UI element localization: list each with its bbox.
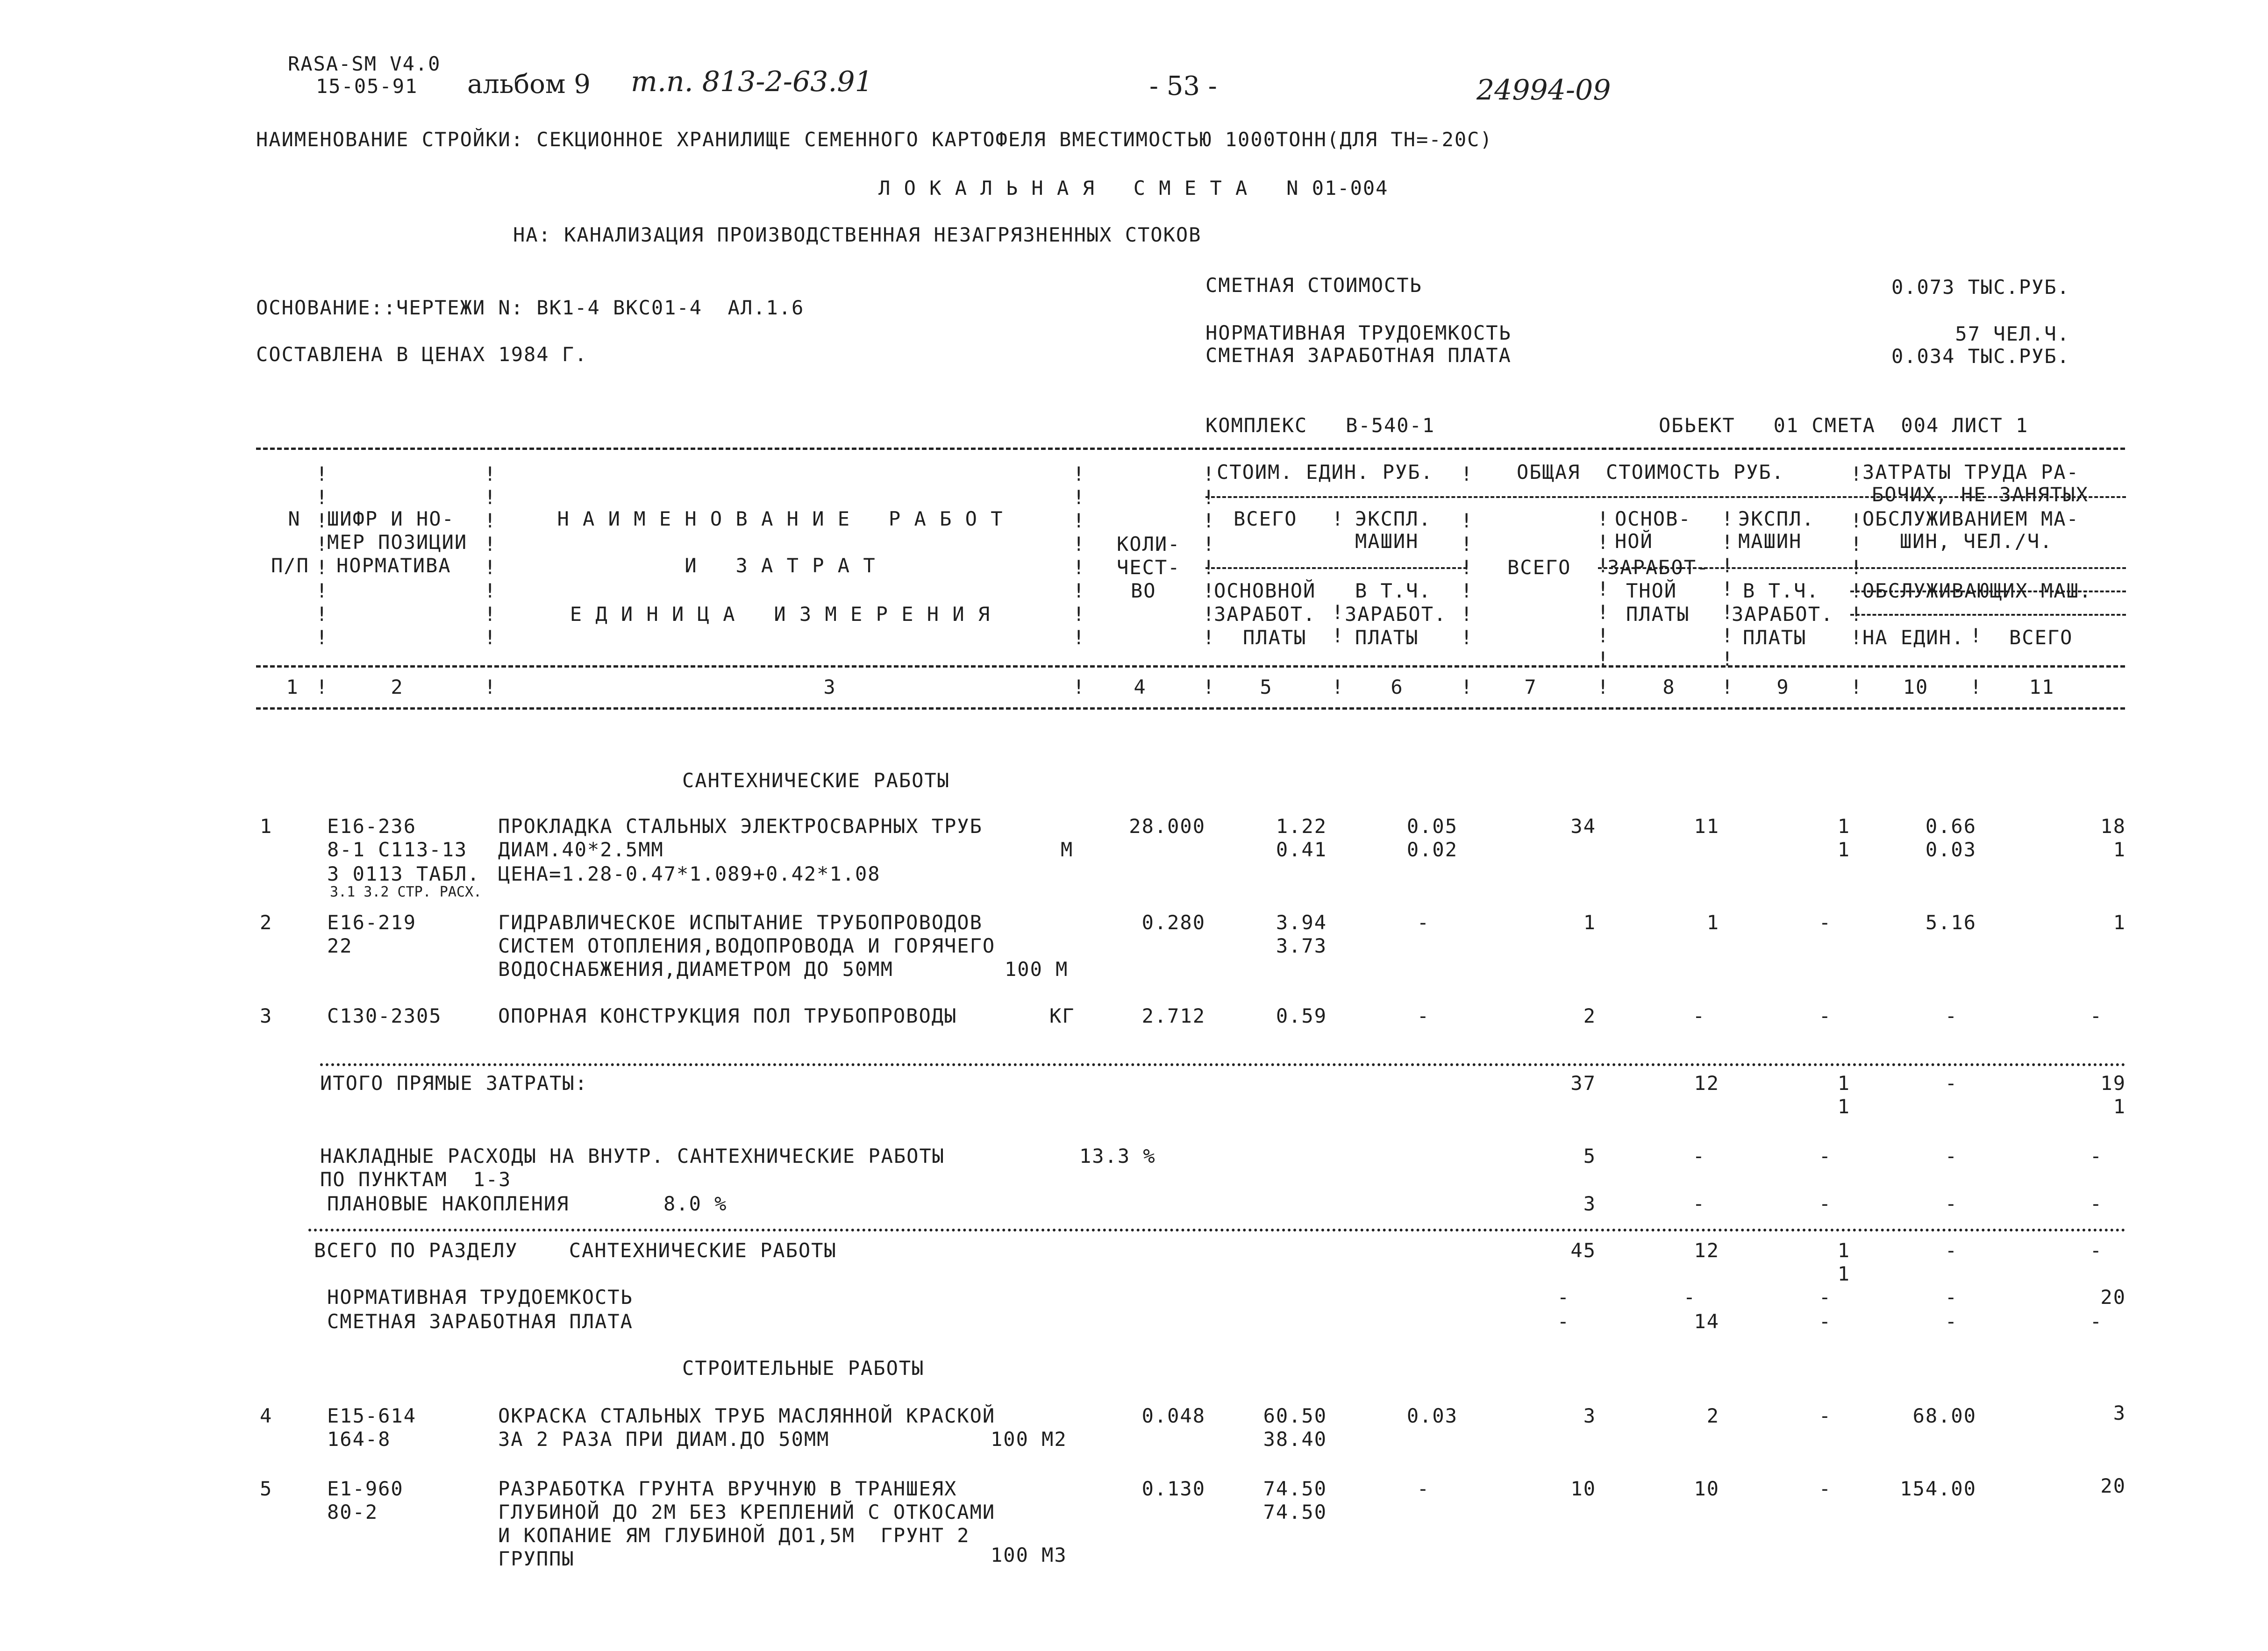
norm-labor-label: НОРМАТИВНАЯ ТРУДОЕМКОСТЬ: [327, 1286, 633, 1309]
col7-header: ВСЕГО: [1507, 556, 1571, 579]
estimate-subject: НА: КАНАЛИЗАЦИЯ ПРОИЗВОДСТВЕННАЯ НЕЗАГРЯЗНЕННЫХ СТОКОВ: [513, 223, 1202, 246]
row-machine-cost: -: [1417, 911, 1430, 934]
row-labor-total: -: [2090, 1004, 2103, 1027]
col-number: 2: [391, 676, 404, 698]
row-number: 3: [260, 1004, 273, 1027]
row-wage-total: 11: [1694, 815, 1719, 838]
section-title: САНТЕХНИЧЕСКИЕ РАБОТЫ: [682, 769, 950, 792]
row-labor-unit: -: [1945, 1004, 1958, 1027]
estimated-wage-machine: -: [1819, 1310, 1832, 1333]
row-code-line: Е16-236: [327, 815, 417, 838]
column-separator: !: [484, 676, 496, 698]
col-number: 5: [1260, 676, 1273, 698]
row-unit: КГ: [1049, 1004, 1075, 1027]
direct-costs-labor: 19: [2100, 1072, 2126, 1095]
column-separator: !: [1461, 676, 1473, 698]
column-separator: !: [1597, 676, 1609, 698]
col11-header: ВСЕГО: [2009, 626, 2073, 649]
row-number: 2: [260, 911, 273, 934]
col6-header-line1: ЭКСПЛ.: [1355, 507, 1432, 530]
row-quantity: 2.712: [1141, 1004, 1205, 1027]
norm-labor-unit: -: [1945, 1286, 1958, 1309]
row-machine-cost: 0.05: [1406, 815, 1458, 838]
column-separator: ! ! ! ! ! ! !: [1597, 507, 1609, 670]
cost-value: 0.073 ТЫС.РУБ.: [1891, 276, 2070, 299]
col9-header-line3: В Т.Ч.: [1743, 579, 1819, 602]
direct-costs-machine-wage: 1: [1837, 1095, 1850, 1118]
profit-labor: -: [2090, 1192, 2103, 1215]
profit-rate: 8.0 %: [663, 1192, 727, 1215]
overhead-label: НАКЛАДНЫЕ РАСХОДЫ НА ВНУТР. САНТЕХНИЧЕСКИЕ РАБОТЫ: [320, 1145, 945, 1167]
row-name-line: РАЗРАБОТКА ГРУНТА ВРУЧНУЮ В ТРАНШЕЯХ: [498, 1477, 957, 1500]
album-label: альбом 9: [467, 69, 591, 100]
col2-header-line3: НОРМАТИВА: [336, 554, 451, 577]
numbers-bottom-rule: [256, 707, 2125, 710]
row-total: 3: [1583, 1404, 1596, 1427]
col8-header-line4: ТНОЙ: [1626, 579, 1677, 602]
norm-labor-machine: -: [1819, 1286, 1832, 1309]
col-number: 9: [1776, 676, 1790, 698]
overhead-label-2: ПО ПУНКТАМ 1-3: [320, 1168, 512, 1191]
section-total-machine: 1: [1837, 1239, 1850, 1262]
column-separator: !: [1970, 624, 1982, 647]
wage-value: 0.034 ТЫС.РУБ.: [1891, 345, 2070, 368]
norm-labor-value: 20: [2100, 1286, 2126, 1309]
print-date: 15-05-91: [316, 75, 418, 98]
column-separator: ! ! ! ! ! ! !: [1850, 463, 1862, 649]
row-code-line: С130-2305: [327, 1004, 442, 1027]
section-total-rule: [308, 1229, 2126, 1231]
col-number: 4: [1134, 676, 1147, 698]
labor-value: 57 ЧЕЛ.Ч.: [1955, 322, 2070, 345]
construction-name: НАИМЕНОВАНИЕ СТРОЙКИ: СЕКЦИОННОЕ ХРАНИЛИЩЕ СЕМЕННОГО КАРТОФЕЛЯ ВМЕСТИМОСТЬЮ 1000ТОНН(ДЛЯ ТН=-20С): [256, 128, 1493, 151]
row-quantity: 0.048: [1141, 1404, 1205, 1427]
row-code-note: 3.1 3.2 СТР. РАСХ.: [330, 884, 482, 900]
row-name-line: ГИДРАВЛИЧЕСКОЕ ИСПЫТАНИЕ ТРУБОПРОВОДОВ: [498, 911, 983, 934]
row-unit-wage: 74.50: [1263, 1501, 1327, 1523]
norm-labor-wage: -: [1683, 1286, 1696, 1309]
column-separator: ! ! ! ! ! ! ! !: [484, 463, 496, 649]
row-unit-cost: 1.22: [1276, 815, 1327, 838]
col3-header-line1: Н А И М Е Н О В А Н И Е Р А Б О Т: [557, 507, 1004, 530]
row-wage-total: 2: [1706, 1404, 1719, 1427]
row-quantity: 0.280: [1141, 911, 1205, 934]
estimated-wage-labor: -: [2090, 1310, 2103, 1333]
column-separator: !: [316, 676, 328, 698]
col4-header-line1: КОЛИ-: [1117, 533, 1181, 555]
column-separator: ! ! ! ! ! ! !: [1461, 463, 1473, 649]
section-title: СТРОИТЕЛЬНЫЕ РАБОТЫ: [682, 1357, 925, 1380]
norm-labor-total: -: [1557, 1286, 1570, 1309]
col9-header-line2: МАШИН: [1738, 530, 1802, 553]
direct-costs-wage: 12: [1694, 1072, 1719, 1095]
row-unit-cost: 60.50: [1263, 1404, 1327, 1427]
row-number: 4: [260, 1404, 273, 1427]
direct-costs-label: ИТОГО ПРЯМЫЕ ЗАТРАТЫ:: [320, 1072, 588, 1095]
row-labor-total: 3: [2113, 1402, 2126, 1424]
col5-header-line2: ОСНОВНОЙ: [1214, 579, 1316, 602]
col1-header-n: N: [288, 507, 301, 530]
overhead-rate: 13.3 %: [1079, 1145, 1156, 1167]
service-group-header: ОБСЛУЖИВАЮЩИХ МАШ.: [1862, 579, 2092, 602]
profit-label: ПЛАНОВЫЕ НАКОПЛЕНИЯ: [327, 1192, 570, 1215]
col8-header-line2: НОЙ: [1615, 530, 1653, 553]
direct-costs-labor-unit: -: [1945, 1072, 1958, 1095]
section-total-label: ВСЕГО ПО РАЗДЕЛУ САНТЕХНИЧЕСКИЕ РАБОТЫ: [314, 1239, 837, 1262]
page-number: - 53 -: [1149, 71, 1217, 101]
col5-header-line3: ЗАРАБОТ.: [1214, 603, 1316, 626]
col-number: 7: [1524, 676, 1537, 698]
col9-header-line4: ЗАРАБОТ.: [1732, 603, 1834, 626]
col8-header-line3: ЗАРАБОТ-: [1607, 556, 1710, 579]
col-number: 10: [1903, 676, 1929, 698]
overhead-labor: -: [2090, 1145, 2103, 1167]
row-number: 5: [260, 1477, 273, 1500]
row-machine-cost: -: [1417, 1004, 1430, 1027]
estimated-wage-value: 14: [1694, 1310, 1719, 1333]
profit-total: 3: [1583, 1192, 1596, 1215]
row-code-line: Е15-614: [327, 1404, 417, 1427]
row-name-line: ОПОРНАЯ КОНСТРУКЦИЯ ПОЛ ТРУБОПРОВОДЫ: [498, 1004, 957, 1027]
row-quantity: 28.000: [1129, 815, 1205, 838]
col-number: 1: [286, 676, 299, 698]
row-unit-cost: 3.94: [1276, 911, 1327, 934]
row-unit-cost: 0.59: [1276, 1004, 1327, 1027]
row-code-line: Е16-219: [327, 911, 417, 934]
basis: ОСНОВАНИЕ::ЧЕРТЕЖИ N: ВК1-4 ВКС01-4 АЛ.1.6: [256, 296, 805, 319]
col6-header-line5: ПЛАТЫ: [1355, 626, 1419, 649]
col4-header-line3: ВО: [1131, 579, 1156, 602]
row-unit: 100 М2: [991, 1428, 1067, 1451]
overhead-machine: -: [1819, 1145, 1832, 1167]
row-name-line: ВОДОСНАБЖЕНИЯ,ДИАМЕТРОМ ДО 50ММ: [498, 958, 893, 981]
col9-header-line1: ЭКСПЛ.: [1738, 507, 1815, 530]
header-bottom-rule: [256, 665, 2125, 668]
labor-group-line4: ШИН, ЧЕЛ./Ч.: [1900, 530, 2053, 553]
column-separator: !: [1203, 676, 1215, 698]
row-name-line: И КОПАНИЕ ЯМ ГЛУБИНОЙ ДО1,5М ГРУНТ 2: [498, 1524, 970, 1547]
estimated-wage-unit: -: [1945, 1310, 1958, 1333]
row-unit-wage: 3.73: [1276, 934, 1327, 957]
column-separator: ! ! ! ! ! ! ! !: [1073, 463, 1085, 649]
row-name-line: ЦЕНА=1.28-0.47*1.089+0.42*1.08: [498, 862, 881, 885]
row-machine-wage: 0.02: [1406, 838, 1458, 861]
row-unit-wage: 0.41: [1276, 838, 1327, 861]
row-unit: М: [1061, 838, 1074, 861]
overhead-wage: -: [1692, 1145, 1705, 1167]
col5-header-line1: ВСЕГО: [1234, 507, 1298, 530]
row-unit-cost: 74.50: [1263, 1477, 1327, 1500]
col3-header-line3: Е Д И Н И Ц А И З М Е Р Е Н И Я: [570, 603, 991, 626]
col8-header-line1: ОСНОВ-: [1615, 507, 1691, 530]
direct-costs-total: 37: [1570, 1072, 1596, 1095]
row-unit: 100 М3: [991, 1544, 1067, 1566]
row-total: 1: [1583, 911, 1596, 934]
row-labor-unit: 5.16: [1925, 911, 1976, 934]
subtotal-rule: [320, 1063, 2126, 1066]
column-separator: !: [1073, 676, 1085, 698]
row-code-line: 22: [327, 934, 353, 957]
col8-header-line5: ПЛАТЫ: [1626, 603, 1690, 626]
row-machine-total: -: [1819, 1404, 1832, 1427]
col-number: 8: [1662, 676, 1676, 698]
profit-wage: -: [1692, 1192, 1705, 1215]
row-wage-total: 1: [1706, 911, 1719, 934]
section-total-labor: -: [2090, 1239, 2103, 1262]
row-wage-total: -: [1692, 1004, 1705, 1027]
column-separator: ! ! ! ! ! ! ! !: [1203, 463, 1215, 649]
section-total-machine-2: 1: [1837, 1262, 1850, 1285]
estimate-title: Л О К А Л Ь Н А Я С М Е Т А N 01-004: [878, 177, 1389, 199]
column-separator: !: [1850, 676, 1862, 698]
group-rule: [1850, 614, 2126, 616]
wage-label: СМЕТНАЯ ЗАРАБОТНАЯ ПЛАТА: [1205, 344, 1512, 367]
cost-label: СМЕТНАЯ СТОИМОСТЬ: [1205, 274, 1422, 297]
profit-labor-unit: -: [1945, 1192, 1958, 1215]
row-total: 2: [1583, 1004, 1596, 1027]
overhead-labor-unit: -: [1945, 1145, 1958, 1167]
row-labor-total: 1: [2113, 911, 2126, 934]
col4-header-line2: ЧЕСТ-: [1117, 556, 1181, 579]
object-code: ОБЬЕКТ 01 СМЕТА 004 ЛИСТ 1: [1659, 414, 2029, 437]
direct-costs-machine: 1: [1837, 1072, 1850, 1095]
row-unit: 100 М: [1005, 958, 1069, 981]
column-separator: !: [1332, 676, 1344, 698]
column-separator: ! ! !: [1332, 507, 1344, 647]
table-top-rule: [256, 448, 2125, 450]
row-name-line: ЗА 2 РАЗА ПРИ ДИАМ.ДО 50ММ: [498, 1428, 830, 1451]
section-total-wage: 12: [1694, 1239, 1719, 1262]
program-version: RASA-SM V4.0: [288, 52, 441, 75]
unit-cost-group-header: СТОИМ. ЕДИН. РУБ.: [1217, 461, 1434, 484]
document-number: 24994-09: [1476, 74, 1611, 107]
estimated-wage-label: СМЕТНАЯ ЗАРАБОТНАЯ ПЛАТА: [327, 1310, 633, 1333]
col10-header: НА ЕДИН.: [1862, 626, 1965, 649]
labor-group-line3: ОБСЛУЖИВАНИЕМ МА-: [1862, 507, 2079, 530]
direct-costs-labor-2: 1: [2113, 1095, 2126, 1118]
column-separator: ! ! ! ! ! ! !: [1721, 507, 1733, 670]
total-cost-group-header: ОБЩАЯ СТОИМОСТЬ РУБ.: [1517, 461, 1785, 484]
row-labor-unit: 68.00: [1912, 1404, 1976, 1427]
row-code-line: 3 0113 ТАБЛ.: [327, 862, 480, 885]
row-wage-total: 10: [1694, 1477, 1719, 1500]
row-machine-total: -: [1819, 911, 1832, 934]
row-name-line: ПРОКЛАДКА СТАЛЬНЫХ ЭЛЕКТРОСВАРНЫХ ТРУБ: [498, 815, 983, 838]
row-number: 1: [260, 815, 273, 838]
col5-header-line4: ПЛАТЫ: [1243, 626, 1307, 649]
row-machine-cost: 0.03: [1406, 1404, 1458, 1427]
profit-machine: -: [1819, 1192, 1832, 1215]
col2-header-line1: ШИФР И НО-: [327, 507, 455, 530]
column-separator: !: [1721, 676, 1733, 698]
col2-header-line2: МЕР ПОЗИЦИИ: [327, 531, 468, 554]
col-number: 6: [1391, 676, 1404, 698]
row-code-line: 80-2: [327, 1501, 378, 1523]
col6-header-line2: МАШИН: [1355, 530, 1419, 553]
col6-header-line3: В Т.Ч.: [1355, 579, 1432, 602]
row-name-line: ОКРАСКА СТАЛЬНЫХ ТРУБ МАСЛЯННОЙ КРАСКОЙ: [498, 1404, 996, 1427]
row-labor-unit: 154.00: [1900, 1477, 1976, 1500]
col9-header-line5: ПЛАТЫ: [1743, 626, 1807, 649]
row-labor-total-2: 1: [2113, 838, 2126, 861]
row-code-line: 8-1 С113-13: [327, 838, 468, 861]
column-separator: !: [1970, 676, 1982, 698]
col1-header-pp: П/П: [271, 554, 309, 577]
row-code-line: Е1-960: [327, 1477, 404, 1500]
row-labor-unit-2: 0.03: [1925, 838, 1976, 861]
row-total: 10: [1570, 1477, 1596, 1500]
row-name-line: ГЛУБИНОЙ ДО 2М БЕЗ КРЕПЛЕНИЙ С ОТКОСАМИ: [498, 1501, 996, 1523]
col3-header-line2: И З А Т Р А Т: [685, 554, 876, 577]
row-quantity: 0.130: [1141, 1477, 1205, 1500]
row-labor-total: 20: [2100, 1474, 2126, 1497]
row-name-line: ДИАМ.40*2.5ММ: [498, 838, 664, 861]
row-name-line: ГРУППЫ: [498, 1547, 575, 1570]
col-number: 11: [2029, 676, 2055, 698]
project-code: т.п. 813-2-63.91: [631, 65, 873, 98]
row-total: 34: [1570, 815, 1596, 838]
row-labor-total: 18: [2100, 815, 2126, 838]
section-total: 45: [1570, 1239, 1596, 1262]
column-separator: ! ! ! ! ! ! ! !: [316, 463, 328, 649]
overhead-total: 5: [1583, 1145, 1596, 1167]
row-machine-total: -: [1819, 1004, 1832, 1027]
row-name-line: СИСТЕМ ОТОПЛЕНИЯ,ВОДОПРОВОДА И ГОРЯЧЕГО: [498, 934, 996, 957]
estimated-wage-total: -: [1557, 1310, 1570, 1333]
labor-group-line1: ЗАТРАТЫ ТРУДА РА-: [1862, 461, 2079, 484]
section-total-labor-unit: -: [1945, 1239, 1958, 1262]
row-machine-total: -: [1819, 1477, 1832, 1500]
row-machine-total: 1: [1837, 815, 1850, 838]
labor-label: НОРМАТИВНАЯ ТРУДОЕМКОСТЬ: [1205, 321, 1512, 344]
col6-header-line4: ЗАРАБОТ.: [1345, 603, 1447, 626]
row-unit-wage: 38.40: [1263, 1428, 1327, 1451]
prices-basis: СОСТАВЛЕНА В ЦЕНАХ 1984 Г.: [256, 343, 588, 366]
row-machine-cost: -: [1417, 1477, 1430, 1500]
row-machine-wage-total: 1: [1837, 838, 1850, 861]
col-number: 3: [823, 676, 836, 698]
row-labor-unit: 0.66: [1925, 815, 1976, 838]
row-code-line: 164-8: [327, 1428, 391, 1451]
complex-code: КОМПЛЕКС В-540-1: [1205, 414, 1435, 437]
labor-group-line2: БОЧИХ, НЕ ЗАНЯТЫХ: [1872, 483, 2089, 506]
